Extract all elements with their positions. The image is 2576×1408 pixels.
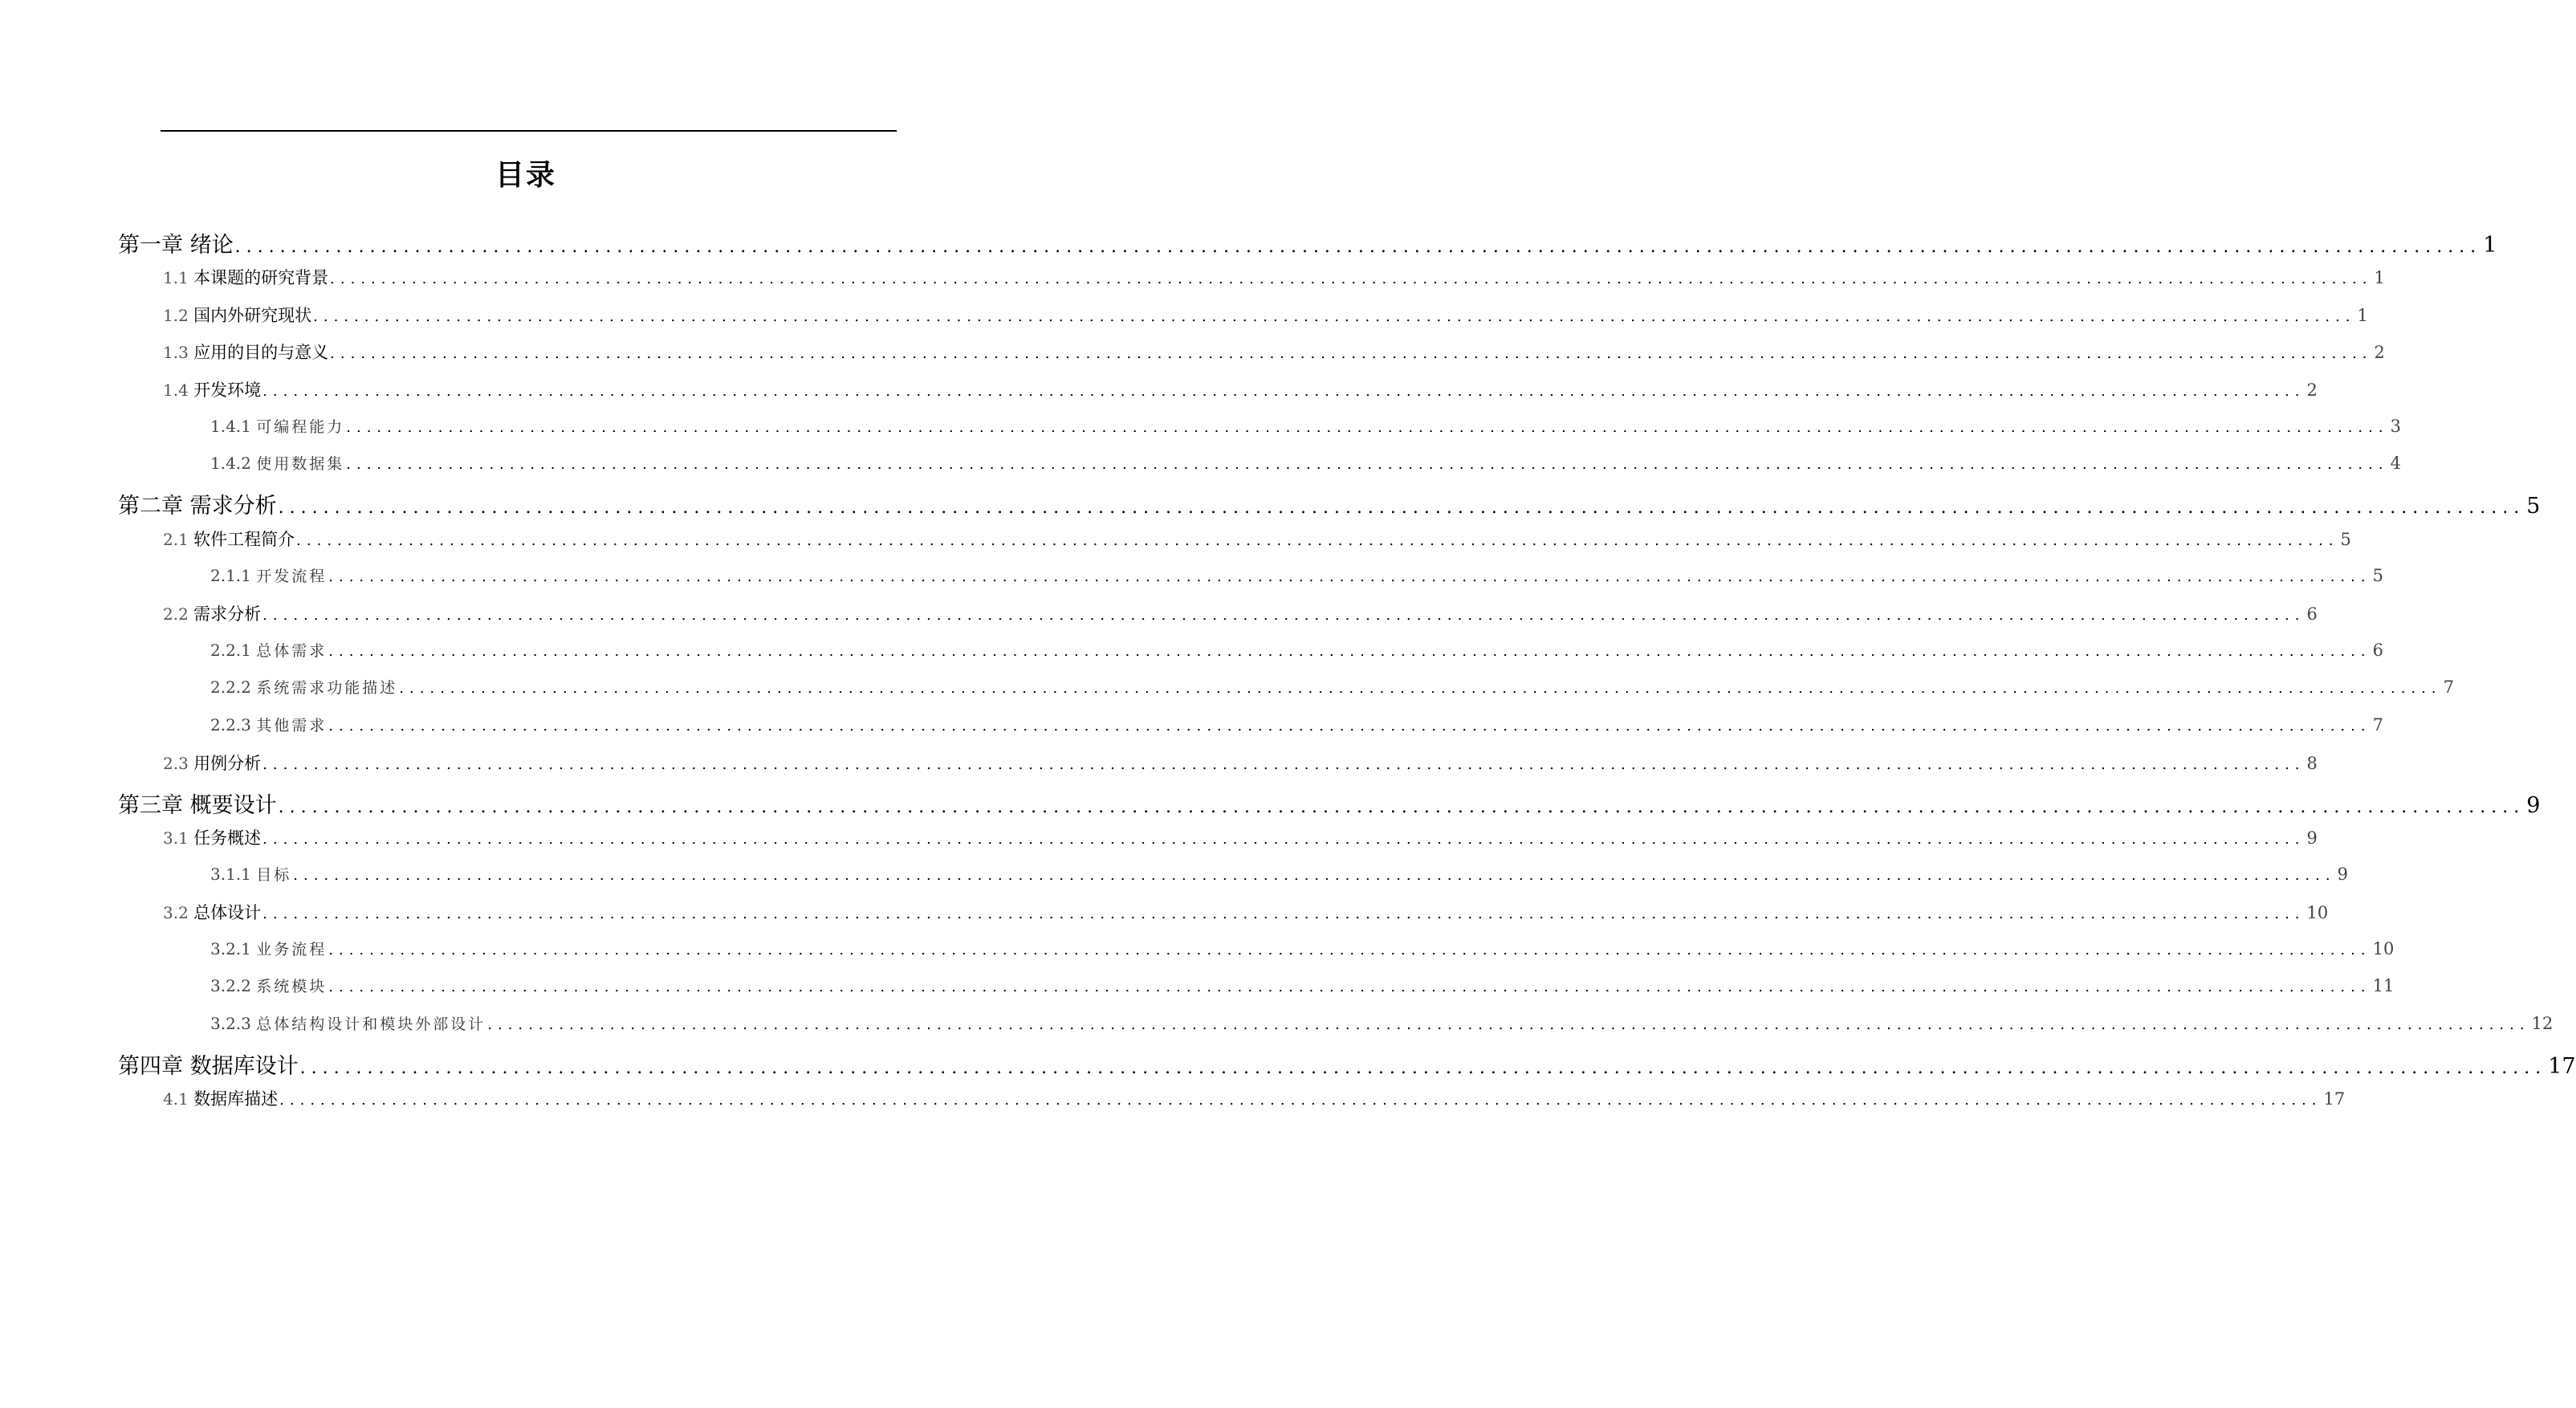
toc-entry-text: 软件工程简介 — [193, 530, 295, 549]
toc-entry-number: 2.1.1 — [210, 566, 257, 585]
toc-entry-label — [118, 1048, 299, 1080]
dot-leader: ........................................................................................................................................................................................................ — [328, 643, 2371, 660]
toc-entry-label — [210, 676, 397, 698]
toc-entry-number: 1.2 — [163, 306, 194, 325]
toc-entry-page-number: 6 — [2306, 604, 2318, 624]
toc-entry[interactable] — [163, 303, 2368, 327]
toc-entry-text: 应用的目的与意义 — [193, 343, 329, 362]
dot-leader: ........................................................................................................................................................................................................ — [399, 680, 2442, 697]
toc-entry-page-number: 6 — [2372, 641, 2383, 660]
toc-entry-label — [118, 227, 234, 258]
toc-entry-number: 2.2.2 — [210, 678, 257, 697]
toc-entry-page-number: 8 — [2306, 754, 2318, 773]
toc-entry[interactable] — [163, 825, 2318, 849]
toc-entry-page-number: 1 — [2374, 268, 2385, 287]
dot-leader: ........................................................................................................................................................................................................ — [262, 607, 2305, 624]
toc-entry-page-number: 7 — [2372, 715, 2383, 735]
toc-entry-label — [210, 938, 327, 959]
toc-entry-text: 开发环境 — [193, 380, 262, 400]
dot-leader: ........................................................................................................................................................................................................ — [313, 308, 2356, 325]
dot-leader: ........................................................................................................................................................................................................ — [346, 456, 2389, 473]
toc-entry-page-number: 9 — [2306, 828, 2318, 848]
toc-entry-label — [163, 1086, 278, 1110]
toc-entry-text: 系统模块 — [256, 978, 328, 995]
toc-entry-label — [210, 1012, 486, 1034]
toc-entry-text: 可编程能力 — [256, 418, 345, 436]
toc-entry-number: 3.2 — [163, 903, 194, 922]
toc-entry-text: 业务流程 — [256, 941, 328, 958]
toc-entry-number: 1.3 — [163, 343, 194, 362]
toc-entry-number: 2.1 — [163, 530, 194, 549]
toc-entry-number: 2.3 — [163, 754, 194, 773]
toc-entry-page-number: 9 — [2337, 865, 2348, 884]
toc-entry-number: 1.1 — [163, 268, 194, 287]
toc-entry-label — [210, 639, 327, 661]
toc-entry-label — [210, 415, 344, 437]
toc-entry-text: 总体需求 — [256, 642, 328, 660]
toc-entry[interactable] — [210, 415, 2401, 437]
toc-entry-page-number: 2 — [2374, 343, 2385, 362]
toc-entry-label — [210, 863, 291, 885]
toc-entry-text: 目标 — [256, 866, 292, 884]
toc-entry-label — [163, 601, 261, 625]
toc-entry[interactable] — [163, 340, 2385, 364]
toc-entry[interactable] — [163, 751, 2318, 775]
toc-title: 目录 — [494, 159, 556, 192]
toc-entry-text: 数据库描述 — [193, 1089, 279, 1109]
toc-entry-page-number: 1 — [2357, 306, 2368, 325]
dot-leader: ........................................................................................................................................................................................................ — [234, 237, 2482, 257]
dot-leader: ........................................................................................................................................................................................................ — [487, 1016, 2530, 1033]
dot-leader: ........................................................................................................................................................................................................ — [328, 942, 2371, 958]
toc-entry-text: 本课题的研究背景 — [193, 268, 329, 287]
dot-leader: ........................................................................................................................................................................................................ — [293, 867, 2336, 884]
dot-leader: ........................................................................................................................................................................................................ — [328, 979, 2371, 995]
toc-entry-number: 3.2.2 — [210, 976, 257, 995]
toc-entry-text: 国内外研究现状 — [193, 306, 312, 325]
dot-leader: ........................................................................................................................................................................................................ — [262, 383, 2305, 400]
toc-entry-label — [163, 900, 261, 924]
toc-entry[interactable] — [210, 975, 2395, 996]
toc-entry-text: 第二章 需求分析 — [118, 494, 277, 519]
toc-entry-number: 3.1.1 — [210, 865, 257, 884]
header-rule — [161, 130, 897, 132]
toc-entry-text: 任务概述 — [193, 828, 262, 848]
toc-entry-page-number: 17 — [2548, 1054, 2576, 1079]
toc-entry-label — [210, 975, 327, 996]
toc-entry-number: 4.1 — [163, 1089, 194, 1109]
toc-entry-page-number: 1 — [2483, 233, 2497, 258]
toc-entry-page-number: 12 — [2531, 1014, 2554, 1033]
toc-entry-label — [163, 340, 328, 364]
toc-entry[interactable] — [118, 488, 2541, 519]
toc-entry-page-number: 3 — [2390, 417, 2401, 436]
toc-entry-page-number: 11 — [2372, 976, 2395, 995]
toc-entry-label — [163, 751, 261, 775]
toc-entry-number: 3.2.3 — [210, 1014, 257, 1033]
toc-entry-text: 其他需求 — [256, 717, 328, 735]
toc-entry-page-number: 5 — [2372, 566, 2383, 585]
toc-entry-page-number: 7 — [2443, 678, 2454, 697]
dot-leader: ........................................................................................................................................................................................................ — [346, 419, 2389, 436]
toc-entry[interactable] — [210, 863, 2348, 885]
toc-entry-text: 总体设计 — [193, 903, 262, 922]
toc-entry-label — [210, 452, 344, 474]
toc-entry-page-number: 4 — [2390, 454, 2401, 473]
toc-entry[interactable] — [210, 938, 2395, 959]
toc-entry[interactable] — [210, 452, 2401, 474]
dot-leader: ........................................................................................................................................................................................................ — [262, 831, 2305, 848]
toc-entry-label — [118, 488, 277, 519]
toc-entry-page-number: 17 — [2323, 1089, 2346, 1109]
toc-entry-number: 1.4.1 — [210, 417, 257, 436]
toc-entry-text: 使用数据集 — [256, 455, 345, 473]
toc-entry-label — [163, 527, 295, 551]
toc-entry-label — [210, 714, 327, 735]
toc-entry-text: 第三章 概要设计 — [118, 793, 277, 818]
toc-entry[interactable] — [210, 1012, 2554, 1034]
toc-entry-number: 2.2.3 — [210, 715, 257, 735]
toc-entry[interactable] — [163, 377, 2318, 401]
toc-entry[interactable] — [163, 900, 2329, 924]
toc-entry-number: 1.4 — [163, 380, 194, 400]
dot-leader: ........................................................................................................................................................................................................ — [299, 1058, 2547, 1078]
toc-entry-number: 2.2.1 — [210, 641, 257, 660]
dot-leader: ........................................................................................................................................................................................................ — [262, 756, 2305, 773]
dot-leader: ........................................................................................................................................................................................................ — [296, 532, 2339, 549]
toc-entry-page-number: 10 — [2372, 939, 2395, 958]
toc-entry-page-number: 9 — [2526, 793, 2541, 818]
toc-entry-number: 2.2 — [163, 604, 194, 624]
toc-entry[interactable] — [163, 527, 2351, 551]
toc-entry-text: 第四章 数据库设计 — [118, 1054, 299, 1079]
toc-entry-page-number: 10 — [2306, 903, 2329, 922]
toc-entry-label — [163, 825, 261, 849]
toc-entry-page-number: 5 — [2526, 494, 2541, 519]
toc-entry[interactable] — [118, 227, 2497, 258]
dot-leader: ........................................................................................................................................................................................................ — [278, 498, 2525, 518]
toc-entry[interactable] — [210, 714, 2383, 735]
toc-entry-number: 3.1 — [163, 828, 194, 848]
toc-entry-text: 需求分析 — [193, 604, 262, 624]
toc-entry-text: 系统需求功能描述 — [256, 679, 398, 697]
dot-leader: ........................................................................................................................................................................................................ — [279, 1092, 2322, 1109]
toc-entry-page-number: 5 — [2340, 530, 2351, 549]
toc-entry-number: 1.4.2 — [210, 454, 257, 473]
toc-entry[interactable] — [118, 787, 2541, 819]
dot-leader: ........................................................................................................................................................................................................ — [262, 905, 2305, 922]
dot-leader: ........................................................................................................................................................................................................ — [330, 345, 2373, 362]
toc-entry[interactable] — [210, 564, 2383, 586]
toc-entry[interactable] — [118, 1048, 2576, 1080]
toc-entry-page-number: 2 — [2306, 380, 2318, 400]
toc-entry-label — [210, 564, 327, 586]
dot-leader: ........................................................................................................................................................................................................ — [328, 568, 2371, 585]
toc-entry-text: 用例分析 — [193, 754, 262, 773]
toc-entry-label — [118, 787, 277, 819]
toc-entry-label — [163, 265, 328, 289]
dot-leader: ........................................................................................................................................................................................................ — [278, 797, 2525, 817]
toc-entry-text: 开发流程 — [256, 568, 328, 585]
dot-leader: ........................................................................................................................................................................................................ — [330, 271, 2373, 287]
toc-entry[interactable] — [210, 639, 2383, 661]
toc-entry[interactable] — [163, 1086, 2346, 1110]
toc-entry-label — [163, 377, 261, 401]
toc-entry-label — [163, 303, 311, 327]
toc-entry-text: 总体结构设计和模块外部设计 — [256, 1015, 486, 1033]
toc-entry-number: 3.2.1 — [210, 939, 257, 958]
toc-entry[interactable] — [163, 265, 2385, 289]
toc-entry[interactable] — [210, 676, 2454, 698]
toc-entry[interactable] — [163, 601, 2318, 625]
toc-entry-text: 第一章 绪论 — [118, 233, 234, 258]
dot-leader: ........................................................................................................................................................................................................ — [328, 718, 2371, 735]
